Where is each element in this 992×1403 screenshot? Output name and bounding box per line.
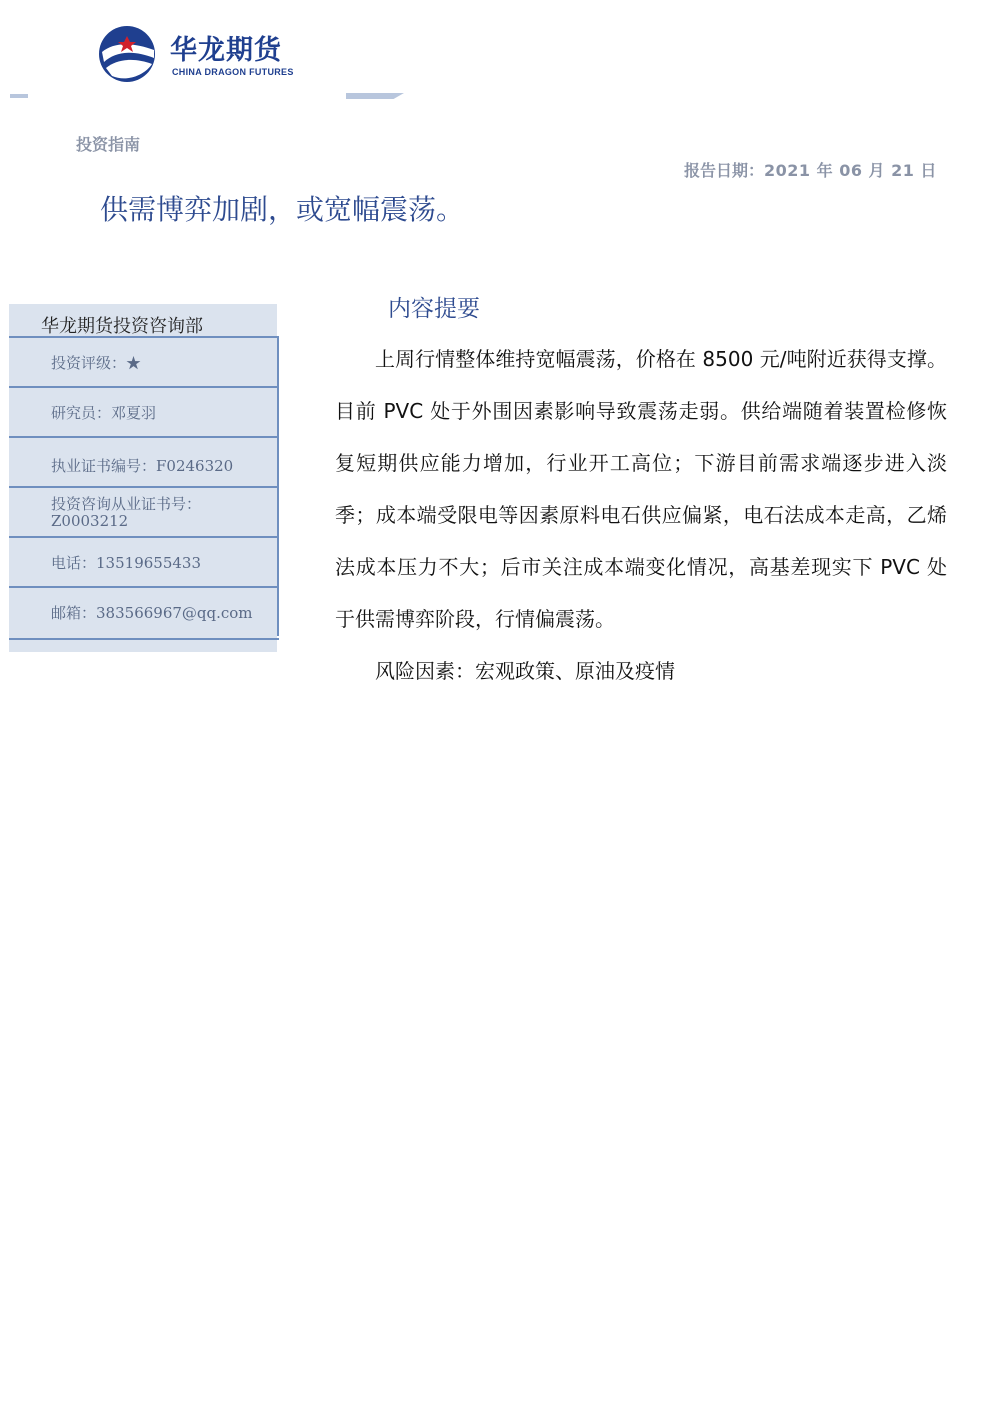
department-name: 华龙期货投资咨询部 [41,316,203,337]
license-row [9,436,279,486]
report-date [684,158,937,181]
analyst-row [9,386,279,436]
section-tag: 投资指南 [76,135,141,154]
analyst-label: 研究员： [51,404,112,422]
page-title: 供需博弈加剧，或宽幅震荡。 [100,193,465,226]
license-label: 执业证书编号： [51,457,157,475]
panel-bottom-border [9,638,279,640]
header-divider-left [10,94,28,98]
rating-row [9,336,279,386]
phone-row [9,536,279,586]
email-label: 邮箱： [51,604,97,622]
abstract-heading: 内容提要 [388,296,480,322]
email-row [9,586,279,636]
phone-label: 电话： [51,554,97,572]
brand-name-en: CHINA DRAGON FUTURES [172,67,294,77]
abstract-paragraph: 上周行情整体维持宽幅震荡，价格在 8500 元/吨附近获得支撑。目前 PVC 处于外围因素影响导致震荡走弱。供给端随着装置检修恢复短期供应能力增加，行业开工高位；下游目前需求端逐步进入淡季；成本端受限电等因素原料电石供应偏紧，电石法成本走高，乙烯法成本压力不大；后市关注成本端变化情况，高基差现实下 PVC 处于供需博弈阶段，行情偏震荡。 [335,347,947,631]
consult-license-number: Z0003212 [51,512,129,530]
risk-factors: 风险因素：宏观政策、原油及疫情 [375,659,675,683]
consult-license-label: 投资咨询从业证书号： [51,495,202,513]
report-date-label: 报告日期： [684,161,765,180]
analyst-info-panel [9,304,277,652]
consult-license-row [9,486,279,536]
rating-label: 投资评级： [51,354,127,372]
report-date-value: 2021 年 06 月 21 日 [764,161,937,180]
brand-name-cn: 华龙期货 [170,35,282,66]
dragon-logo-icon [96,24,158,84]
phone-number: 13519655433 [96,554,201,572]
rating-star-icon: ★ [126,354,142,372]
header-divider-right [346,93,404,99]
abstract-body [335,333,947,697]
analyst-name: 邓夏羽 [111,404,157,422]
company-logo [96,24,316,84]
email-address[interactable]: 383566967@qq.com [96,604,253,622]
license-number: F0246320 [156,457,234,475]
